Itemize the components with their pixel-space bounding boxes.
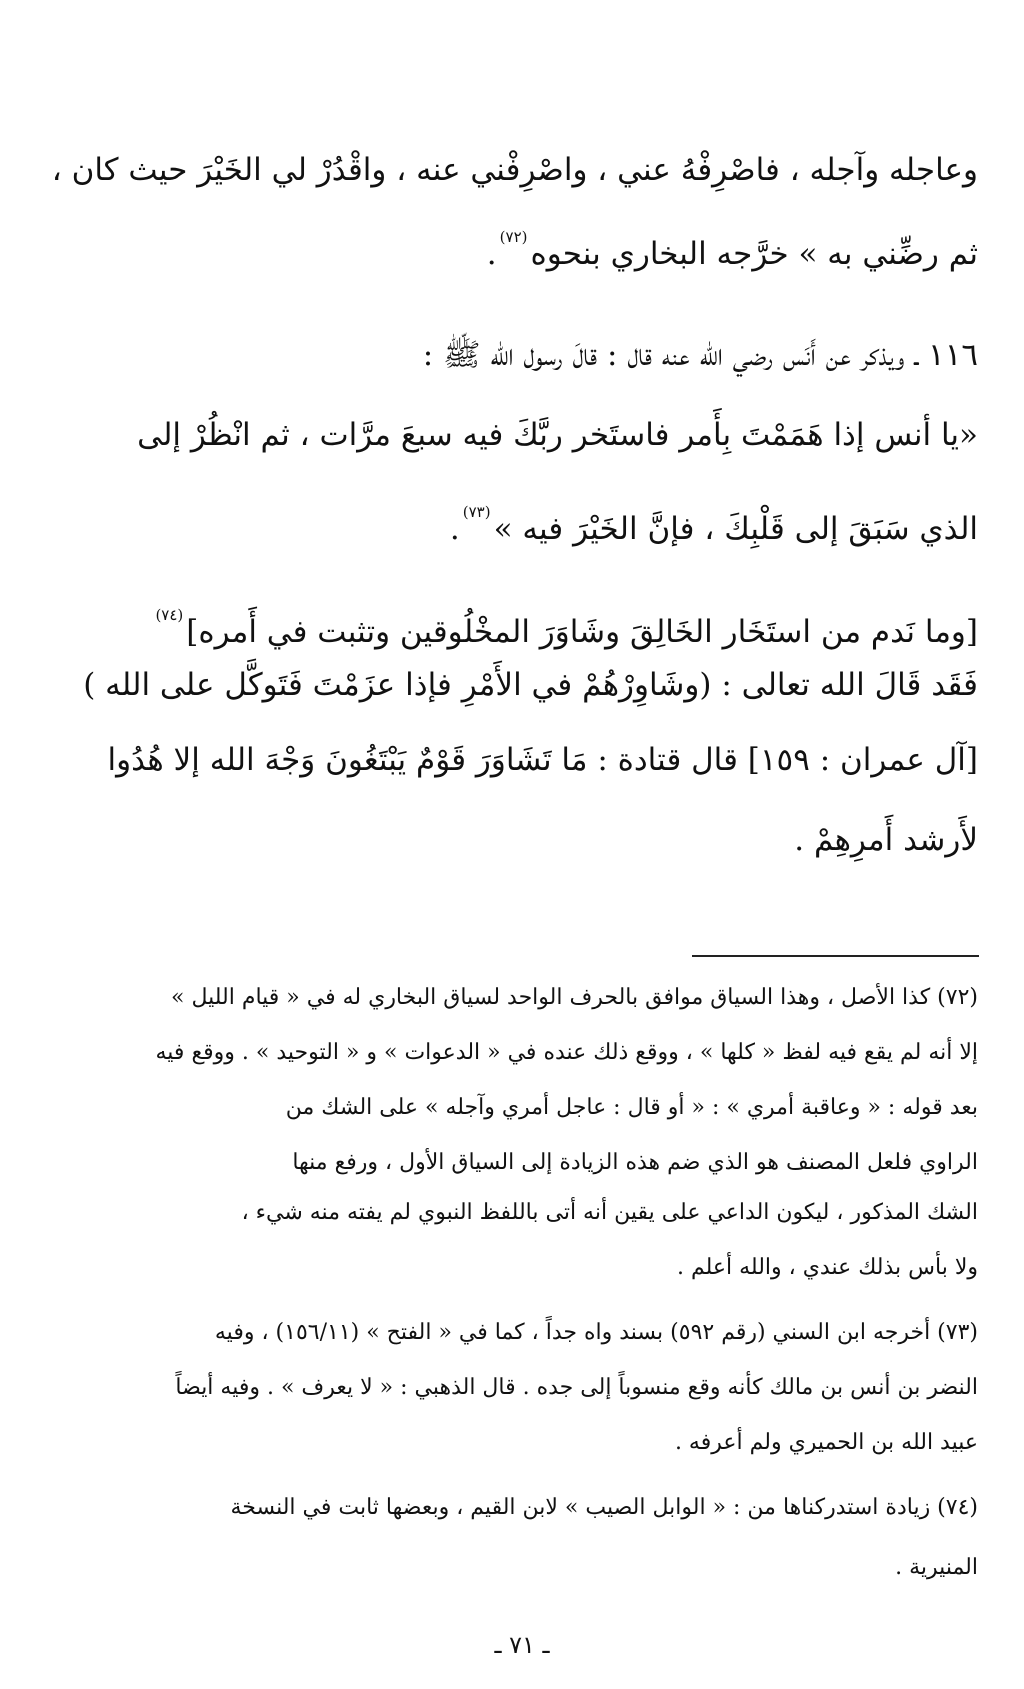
footnote-line: عبيد الله بن الحميري ولم أعرفه . bbox=[674, 1430, 978, 1455]
footnote-line: (٧٣) أخرجه ابن السني (رقم ٥٩٢) بسند واه جداً ، كما في « الفتح » (١٥٦/١١) ، وفيه bbox=[214, 1320, 978, 1345]
footnote-ref: (٧٤) bbox=[155, 606, 184, 624]
footnote-line: المنيرية . bbox=[895, 1555, 978, 1580]
footnote-line: الراوي فلعل المصنف هو الذي ضم هذه الزيادة إلى السياق الأول ، ورفع منها bbox=[292, 1150, 978, 1175]
text-line: وعاجله وآجله ، فاصْرِفْهُ عني ، واصْرِفْني عنه ، واقْدُرْ لي الخَيْرَ حيث كان ، bbox=[51, 152, 978, 188]
text-line: ١١٦ ـ ويذكر عن أَنَس رضي الله عنه قال : قالَ رسول الله ﷺ : bbox=[422, 337, 978, 373]
text-line: الذي سَبَقَ إلى قَلْبِكَ ، فإنَّ الخَيْرَ فيه »$^{(٧٣)}$. bbox=[449, 503, 978, 547]
text-line: «يا أنس إذا هَمَمْتَ بِأَمر فاستَخر ربَّكَ فيه سبعَ مرَّات ، ثم انْظُرْ إلى bbox=[137, 417, 978, 453]
footnote-line: إلا أنه لم يقع فيه لفظ « كلها » ، ووقع ذلك عنده في « الدعوات » و « التوحيد » . ووقع فيه bbox=[155, 1040, 978, 1065]
footnote-divider bbox=[692, 955, 979, 957]
footnote-line: النضر بن أنس بن مالك كأنه وقع منسوباً إلى جده . قال الذهبي : « لا يعرف » . وفيه أيضاً bbox=[175, 1375, 978, 1400]
page-number: ـ ٧١ ـ bbox=[494, 1631, 550, 1659]
footnote-line: (٧٢) كذا الأصل ، وهذا السياق موافق بالحرف الواحد لسياق البخاري له في « قيام الليل » bbox=[170, 985, 978, 1010]
footnote-line: (٧٤) زيادة استدركناها من : « الوابل الصيب » لابن القيم ، وبعضها ثابت في النسخة bbox=[230, 1495, 978, 1520]
text-line: فَقَد قَالَ الله تعالى : (وشَاوِرْهُمْ في الأَمْرِ فإذا عزَمْتَ فَتَوكَّل على الله ) bbox=[83, 667, 978, 703]
footnote-line: ولا بأس بذلك عندي ، والله أعلم . bbox=[676, 1255, 978, 1280]
footnote-line: الشك المذكور ، ليكون الداعي على يقين أنه أتى باللفظ النبوي لم يفته منه شيء ، bbox=[241, 1200, 978, 1225]
text-line: لأَرشد أَمرِهِمْ . bbox=[794, 822, 978, 858]
footnote-line: بعد قوله : « وعاقبة أمري » : « أو قال : عاجل أمري وآجله » على الشك من bbox=[285, 1095, 978, 1120]
text-line: ثم رضِّني به » خرَّجه البخاري بنحوه$^{(٧٢)}$. bbox=[486, 228, 978, 272]
footnote-ref: (٧٢) bbox=[499, 228, 528, 246]
text-line: [آل عمران : ١٥٩] قال قتادة : مَا تَشَاوَرَ قَوْمٌ يَبْتَغُونَ وَجْهَ الله إلا هُدُوا bbox=[107, 742, 978, 778]
footnote-ref: (٧٣) bbox=[462, 503, 491, 521]
text-line: [وما نَدم من استَخَار الخَالِقَ وشَاوَرَ المخْلُوقين وتثبت في أَمره]$^{(٧٤)}$ bbox=[155, 606, 978, 650]
